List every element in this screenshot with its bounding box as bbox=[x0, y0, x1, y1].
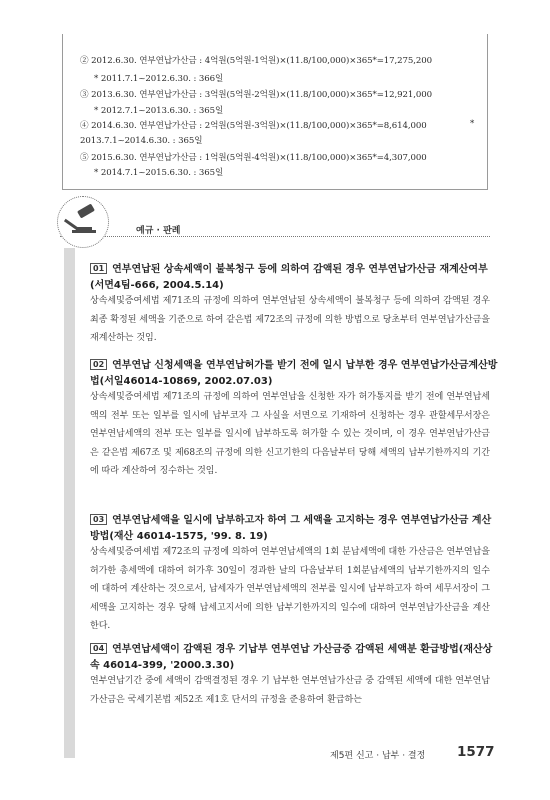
calc-asterisk-4: * bbox=[470, 119, 475, 129]
chapter-label: 제5편 신고 · 납부 · 결정 bbox=[330, 751, 426, 761]
ruling-02-title-text: 연부연납 신청세액을 연부연납허가를 받기 전에 일시 납부한 경우 연부연납가산금계산방법(서일46014-10869, 2002.07.03) bbox=[90, 360, 498, 387]
ruling-04-number: 04 bbox=[90, 643, 107, 654]
calc-line-4: ④ 2014.6.30. 연부연납가산금 : 2억원(5억원-3억원)×(11.8/100,000)×365*=8,614,000 bbox=[80, 121, 427, 131]
calc-period-4: 2013.7.1~2014.6.30. : 365일 bbox=[80, 136, 203, 146]
ruling-02-title bbox=[90, 358, 500, 390]
section-header-rule bbox=[60, 236, 490, 237]
ruling-01-title-text: 연부연납된 상속세액이 불복청구 등에 의하여 감액된 경우 연부연납가산금 재계산여부(서면4팀-666, 2004.5.14) bbox=[90, 264, 488, 291]
calc-period-3: * 2012.7.1~2013.6.30. : 365일 bbox=[94, 106, 224, 116]
ruling-03-title-text: 연부연납세액을 일시에 납부하고자 하여 그 세액을 고지하는 경우 연부연납가산금 계산 방법(재산 46014-1575, '99. 8. 19) bbox=[90, 515, 492, 542]
ruling-02-number: 02 bbox=[90, 359, 107, 370]
content-sidebar bbox=[64, 248, 75, 758]
ruling-03-number: 03 bbox=[90, 514, 107, 525]
ruling-04-title bbox=[90, 642, 500, 674]
section-header-label: 예규 · 판례 bbox=[136, 226, 181, 236]
page-number: 1577 bbox=[457, 744, 495, 760]
ruling-03-title bbox=[90, 513, 500, 545]
calc-period-5: * 2014.7.1~2015.6.30. : 365일 bbox=[94, 168, 224, 178]
ruling-03-body: 상속세및증여세법 제72조의 규정에 의하여 연부연납세액의 1회 분납세액에 대한 가산금은 연부연납을 허가한 총세액에 대하여 허가후 30일이 경과한 날의 다음날부터 1회분납세액의 납부기한까지의 일수에 대하여 계산하는 것으로서, 납세자가 연부연납세액의 전부를 일시에 납부하고자 하여 세무서장이 그 세액을 고지하는 경우 당해 납세고지서에 의한 납부기한까지의 일수에 대하여 연부연납가산금을 계산한다. bbox=[90, 547, 490, 631]
ruling-01-title bbox=[90, 262, 500, 294]
ruling-04-body: 연부연납기간 중에 세액이 감액결정된 경우 기 납부한 연부연납가산금 중 감액된 세액에 대한 연부연납가산금은 국세기본법 제52조 제1호 단서의 규정을 준용하여 환급하는 bbox=[90, 676, 490, 705]
ruling-04-title-text: 연부연납세액이 감액된 경우 기납부 연부연납 가산금중 감액된 세액분 환급방법(재산상속 46014-399, '2000.3.30) bbox=[90, 644, 493, 671]
calc-line-3: ③ 2013.6.30. 연부연납가산금 : 3억원(5억원-2억원)×(11.8/100,000)×365*=12,921,000 bbox=[80, 90, 432, 100]
calc-period-2: * 2011.7.1~2012.6.30. : 366일 bbox=[94, 74, 224, 84]
ruling-02-body: 상속세및증여세법 제71조의 규정에 의하여 연부연납을 신청한 자가 허가통지를 받기 전에 연부연납세액의 전부 또는 일부를 일시에 납부코자 그 사실을 서면으로 기재하여 신청하는 경우 관할세무서장은 연부연납세액의 전부 또는 일부를 일시에 납부하도록 허가할 수 있는 것이며, 이 경우 연부연납가산금은 같은법 제67조 및 제68조의 규정에 의한 신고기한의 다음날부터 당해 세액의 납부기한까지의 기간에 따라 계산하여 징수하는 것임. bbox=[90, 392, 490, 476]
ruling-01-number: 01 bbox=[90, 263, 107, 274]
ruling-01-body: 상속세및증여세법 제71조의 규정에 의하여 연부연납된 상속세액이 불복청구 등에 의하여 감액된 경우 최종 확정된 세액을 기준으로 하여 같은법 제72조의 규정에 의한 방법으로 당초부터 연부연납가산금을 재계산하는 것임. bbox=[90, 296, 490, 343]
calc-line-2: ② 2012.6.30. 연부연납가산금 : 4억원(5억원-1억원)×(11.8/100,000)×365*=17,275,200 bbox=[80, 56, 432, 66]
gavel-icon bbox=[64, 204, 102, 238]
calc-line-5: ⑤ 2015.6.30. 연부연납가산금 : 1억원(5억원-4억원)×(11.8/100,000)×365*=4,307,000 bbox=[80, 153, 427, 163]
